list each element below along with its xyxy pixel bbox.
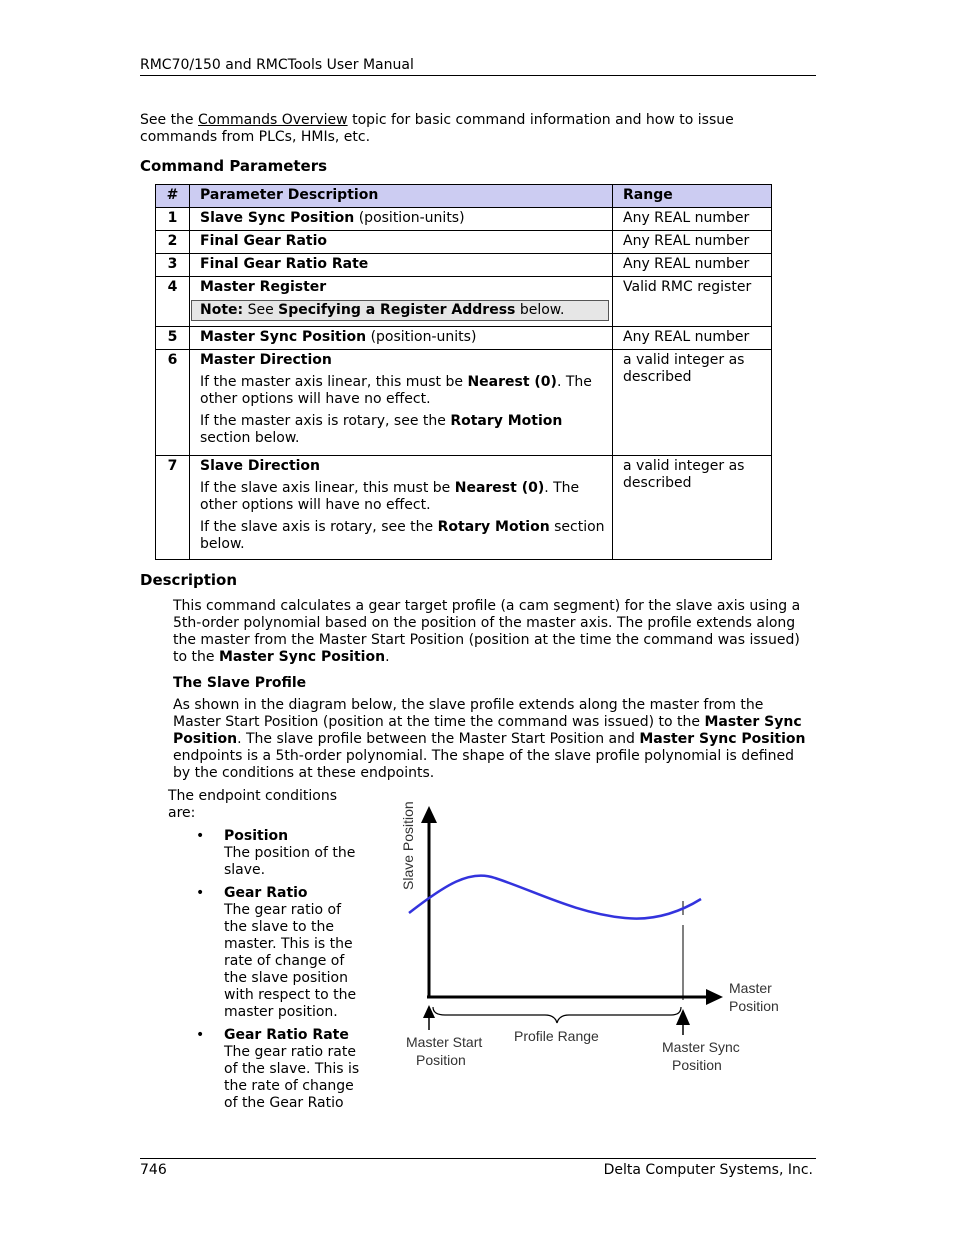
param-range: a valid integer as described [613, 350, 772, 456]
sync-label-line2: Position [672, 1057, 722, 1073]
slave-profile-heading: The Slave Profile [173, 675, 307, 691]
description-paragraph [173, 598, 813, 666]
profile-bold: Master Sync Position [639, 731, 806, 747]
param-number: 7 [156, 456, 190, 560]
rotary-motion-reference: Rotary Motion [450, 413, 563, 429]
param-description [190, 208, 613, 231]
rotary-motion-reference: Rotary Motion [437, 519, 550, 535]
param-range: Any REAL number [613, 254, 772, 277]
profile-text: . The slave profile between the Master Start Position and [237, 731, 640, 747]
description-bold: Master Sync Position [218, 649, 386, 665]
intro-text: See the [140, 112, 198, 128]
param-description [190, 231, 613, 254]
param-units: (position-units) [354, 210, 465, 226]
param-range: Any REAL number [613, 208, 772, 231]
footer-rule [140, 1158, 816, 1159]
slave-profile-curve [409, 875, 701, 918]
rotary-note [200, 519, 606, 553]
intro-paragraph [140, 112, 800, 146]
y-axis-label: Slave Position [400, 801, 416, 890]
description-text: This command calculates a gear target profile (a cam segment) for the slave axis using a 5th-order polynomial based on the position of the master axis. The profile extends along the master from the Master Start Position (position at the time the command was issued) to the [173, 598, 801, 665]
endpoint-text: The gear ratio rate of the slave. This is the rate of change of the Gear Ratio [224, 1044, 360, 1111]
x-axis-label-line1: Master [729, 980, 772, 996]
profile-text: endpoints is a 5th-order polynomial. The shape of the slave profile polynomial is defined by the conditions at these endpoints. [173, 748, 794, 781]
intro-text-end: topic for basic command information and how to issue commands from PLCs, HMIs, etc. [140, 112, 734, 145]
param-description [190, 277, 613, 327]
profile-text: As shown in the diagram below, the slave profile extends along the master from the Master Start Position (position at the time the command was issued) to the [173, 697, 764, 730]
rotary-text-end: section below. [200, 430, 300, 446]
note-text: See [243, 302, 279, 318]
table-row [156, 254, 772, 277]
column-header-description: Parameter Description [190, 185, 613, 208]
endpoint-intro: The endpoint conditions are: [168, 788, 338, 821]
table-row [156, 277, 772, 327]
linear-text: If the master axis linear, this must be [200, 374, 468, 390]
param-range: Valid RMC register [613, 277, 772, 327]
param-range: Any REAL number [613, 231, 772, 254]
commands-overview-link[interactable]: Commands Overview [198, 112, 348, 128]
sync-arrow-head [676, 1009, 690, 1025]
sync-label-line1: Master Sync [662, 1039, 740, 1055]
table-row [156, 327, 772, 350]
linear-text: If the slave axis linear, this must be [200, 480, 455, 496]
param-number: 1 [156, 208, 190, 231]
rotary-text: If the master axis is rotary, see the [200, 413, 451, 429]
param-description [190, 350, 613, 456]
param-number: 5 [156, 327, 190, 350]
linear-note [200, 480, 606, 514]
table-row [156, 231, 772, 254]
profile-range-brace [433, 1007, 681, 1023]
list-item [196, 828, 366, 879]
param-number: 2 [156, 231, 190, 254]
param-name: Master Sync Position [200, 329, 367, 345]
nearest-option: Nearest (0) [467, 374, 557, 390]
endpoint-text: The position of the slave. [224, 845, 356, 878]
note-reference: Specifying a Register Address [278, 302, 516, 318]
endpoint-title: Position [224, 828, 289, 844]
column-header-number: # [156, 185, 190, 208]
running-header: RMC70/150 and RMCTools User Manual [140, 57, 414, 73]
bullet: • [196, 885, 205, 901]
slave-profile-diagram [395, 795, 795, 1080]
param-range: Any REAL number [613, 327, 772, 350]
endpoint-text: The gear ratio of the slave to the master. This is the rate of change of the slave position with respect to the master position. [224, 902, 357, 1020]
linear-text-end: . The other options will have no effect. [200, 374, 592, 407]
register-address-note [191, 300, 609, 321]
nearest-option: Nearest (0) [454, 480, 545, 496]
param-number: 4 [156, 277, 190, 327]
param-description [190, 254, 613, 277]
linear-text-end: . The other options will have no effect. [200, 480, 580, 513]
table-header-row [156, 185, 772, 208]
slave-profile-paragraph [173, 697, 815, 782]
company-name: Delta Computer Systems, Inc. [603, 1162, 813, 1178]
rotary-text-end: section below. [200, 519, 605, 552]
profile-bold: Master Sync Position [173, 714, 802, 747]
table-row [156, 350, 772, 456]
command-parameters-heading: Command Parameters [140, 157, 328, 175]
x-axis-arrow [706, 989, 723, 1005]
description-text-end: . [385, 649, 390, 665]
start-label-line2: Position [416, 1052, 466, 1068]
param-name: Master Direction [200, 352, 332, 368]
start-label-line1: Master Start [406, 1034, 483, 1050]
param-name: Master Register [200, 279, 327, 295]
list-item [196, 1027, 366, 1112]
x-axis-label-line2: Position [729, 998, 779, 1014]
column-header-range: Range [613, 185, 772, 208]
note-text-end: below. [515, 302, 565, 318]
param-name: Slave Direction [200, 458, 321, 474]
table-row [156, 456, 772, 560]
linear-note [200, 374, 606, 408]
param-name: Final Gear Ratio [200, 233, 327, 249]
header-rule [140, 75, 816, 76]
rotary-note [200, 413, 606, 447]
param-name: Final Gear Ratio Rate [200, 256, 369, 272]
table-row [156, 208, 772, 231]
parameters-table [155, 184, 772, 560]
endpoint-list [196, 828, 366, 1118]
param-name: Slave Sync Position [200, 210, 355, 226]
rotary-text: If the slave axis is rotary, see the [200, 519, 438, 535]
param-description [190, 456, 613, 560]
param-range: a valid integer as described [613, 456, 772, 560]
note-label: Note: [200, 302, 244, 318]
description-heading: Description [140, 571, 238, 589]
bullet: • [196, 828, 205, 844]
param-number: 3 [156, 254, 190, 277]
y-axis-arrow [421, 806, 437, 823]
start-arrow-head [423, 1005, 435, 1018]
endpoint-title: Gear Ratio Rate [224, 1027, 349, 1043]
page-number: 746 [140, 1162, 167, 1178]
bullet: • [196, 1027, 205, 1043]
endpoint-title: Gear Ratio [224, 885, 308, 901]
param-number: 6 [156, 350, 190, 456]
list-item [196, 885, 366, 1021]
param-units: (position-units) [366, 329, 477, 345]
param-description [190, 327, 613, 350]
profile-range-label: Profile Range [514, 1028, 599, 1044]
